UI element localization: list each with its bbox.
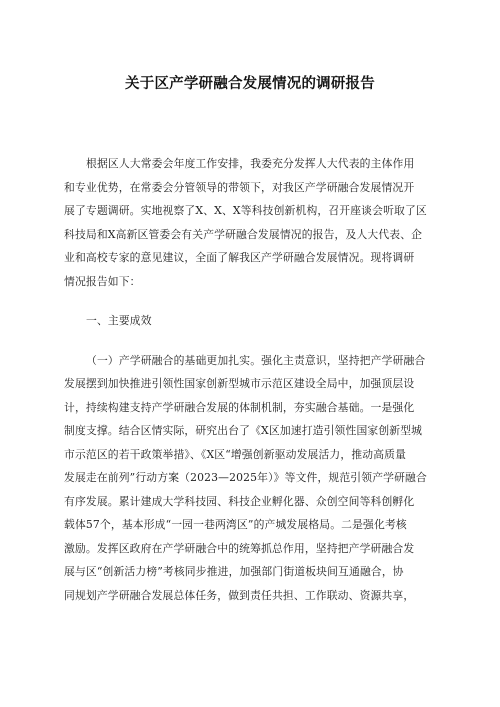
text-line: 同规划产学研融合发展总体任务，做到责任共担、工作联动、资源共享， bbox=[64, 588, 415, 602]
section-paragraph bbox=[64, 349, 442, 608]
intro-paragraph bbox=[64, 152, 442, 293]
text-line: 激励。发挥区政府在产学研融合中的统筹抓总作用，坚持把产学研融合发 bbox=[64, 541, 415, 555]
text-line: 计，持续构建支持产学研融合发展的体制机制，夯实融合基础。一是强化 bbox=[64, 400, 415, 414]
section-heading: 一、主要成效 bbox=[86, 314, 152, 327]
text-line: （一）产学研融合的基础更加扎实。强化主责意识，坚持把产学研融合 bbox=[86, 353, 426, 367]
text-line: 载体57个，基本形成“一园一巷两湾区”的产城发展格局。二是强化考核 bbox=[64, 518, 407, 531]
text-line: 发展摆到加快推进引领性国家创新型城市示范区建设全局中，加强顶层设 bbox=[64, 377, 415, 390]
text-line: 制度支撑。结合区情实际，研究出台了《X区加速打造引领性国家创新型城 bbox=[64, 424, 423, 437]
paragraph-gap bbox=[64, 333, 442, 349]
document-title: 关于区产学研融合发展情况的调研报告 bbox=[125, 76, 375, 92]
paragraph-gap bbox=[64, 293, 442, 309]
text-line: 根据区人大常委会年度工作安排，我委充分发挥人大代表的主体作用 bbox=[86, 157, 415, 170]
text-line: 和专业优势，在常委会分管领导的带领下，对我区产学研融合发展情况开 bbox=[64, 180, 415, 194]
text-line: 情况报告如下： bbox=[64, 274, 141, 288]
text-line: 发展走在前列”行动方案（2023—2025年）》等文件，规范引领产学研融合 bbox=[64, 471, 427, 484]
text-line: 展与区“创新活力榜”考核同步推进，加强部门街道板块间互通融合，协 bbox=[64, 565, 404, 578]
document-body bbox=[64, 152, 442, 607]
text-line: 业和高校专家的意见建议，全面了解我区产学研融合发展情况。现将调研 bbox=[64, 251, 415, 264]
text-line: 科技局和X高新区管委会有关产学研融合发展情况的报告，及人大代表、企 bbox=[64, 227, 423, 241]
text-line: 市示范区的若干政策举措》、《X区“增强创新驱动发展活力，推动高质量 bbox=[64, 447, 407, 461]
text-line: 有序发展。累计建成大学科技园、科技企业孵化器、众创空间等科创孵化 bbox=[64, 494, 415, 508]
text-line: 展了专题调研。实地视察了X、X、X等科技创新机构，召开座谈会听取了区 bbox=[64, 204, 427, 217]
